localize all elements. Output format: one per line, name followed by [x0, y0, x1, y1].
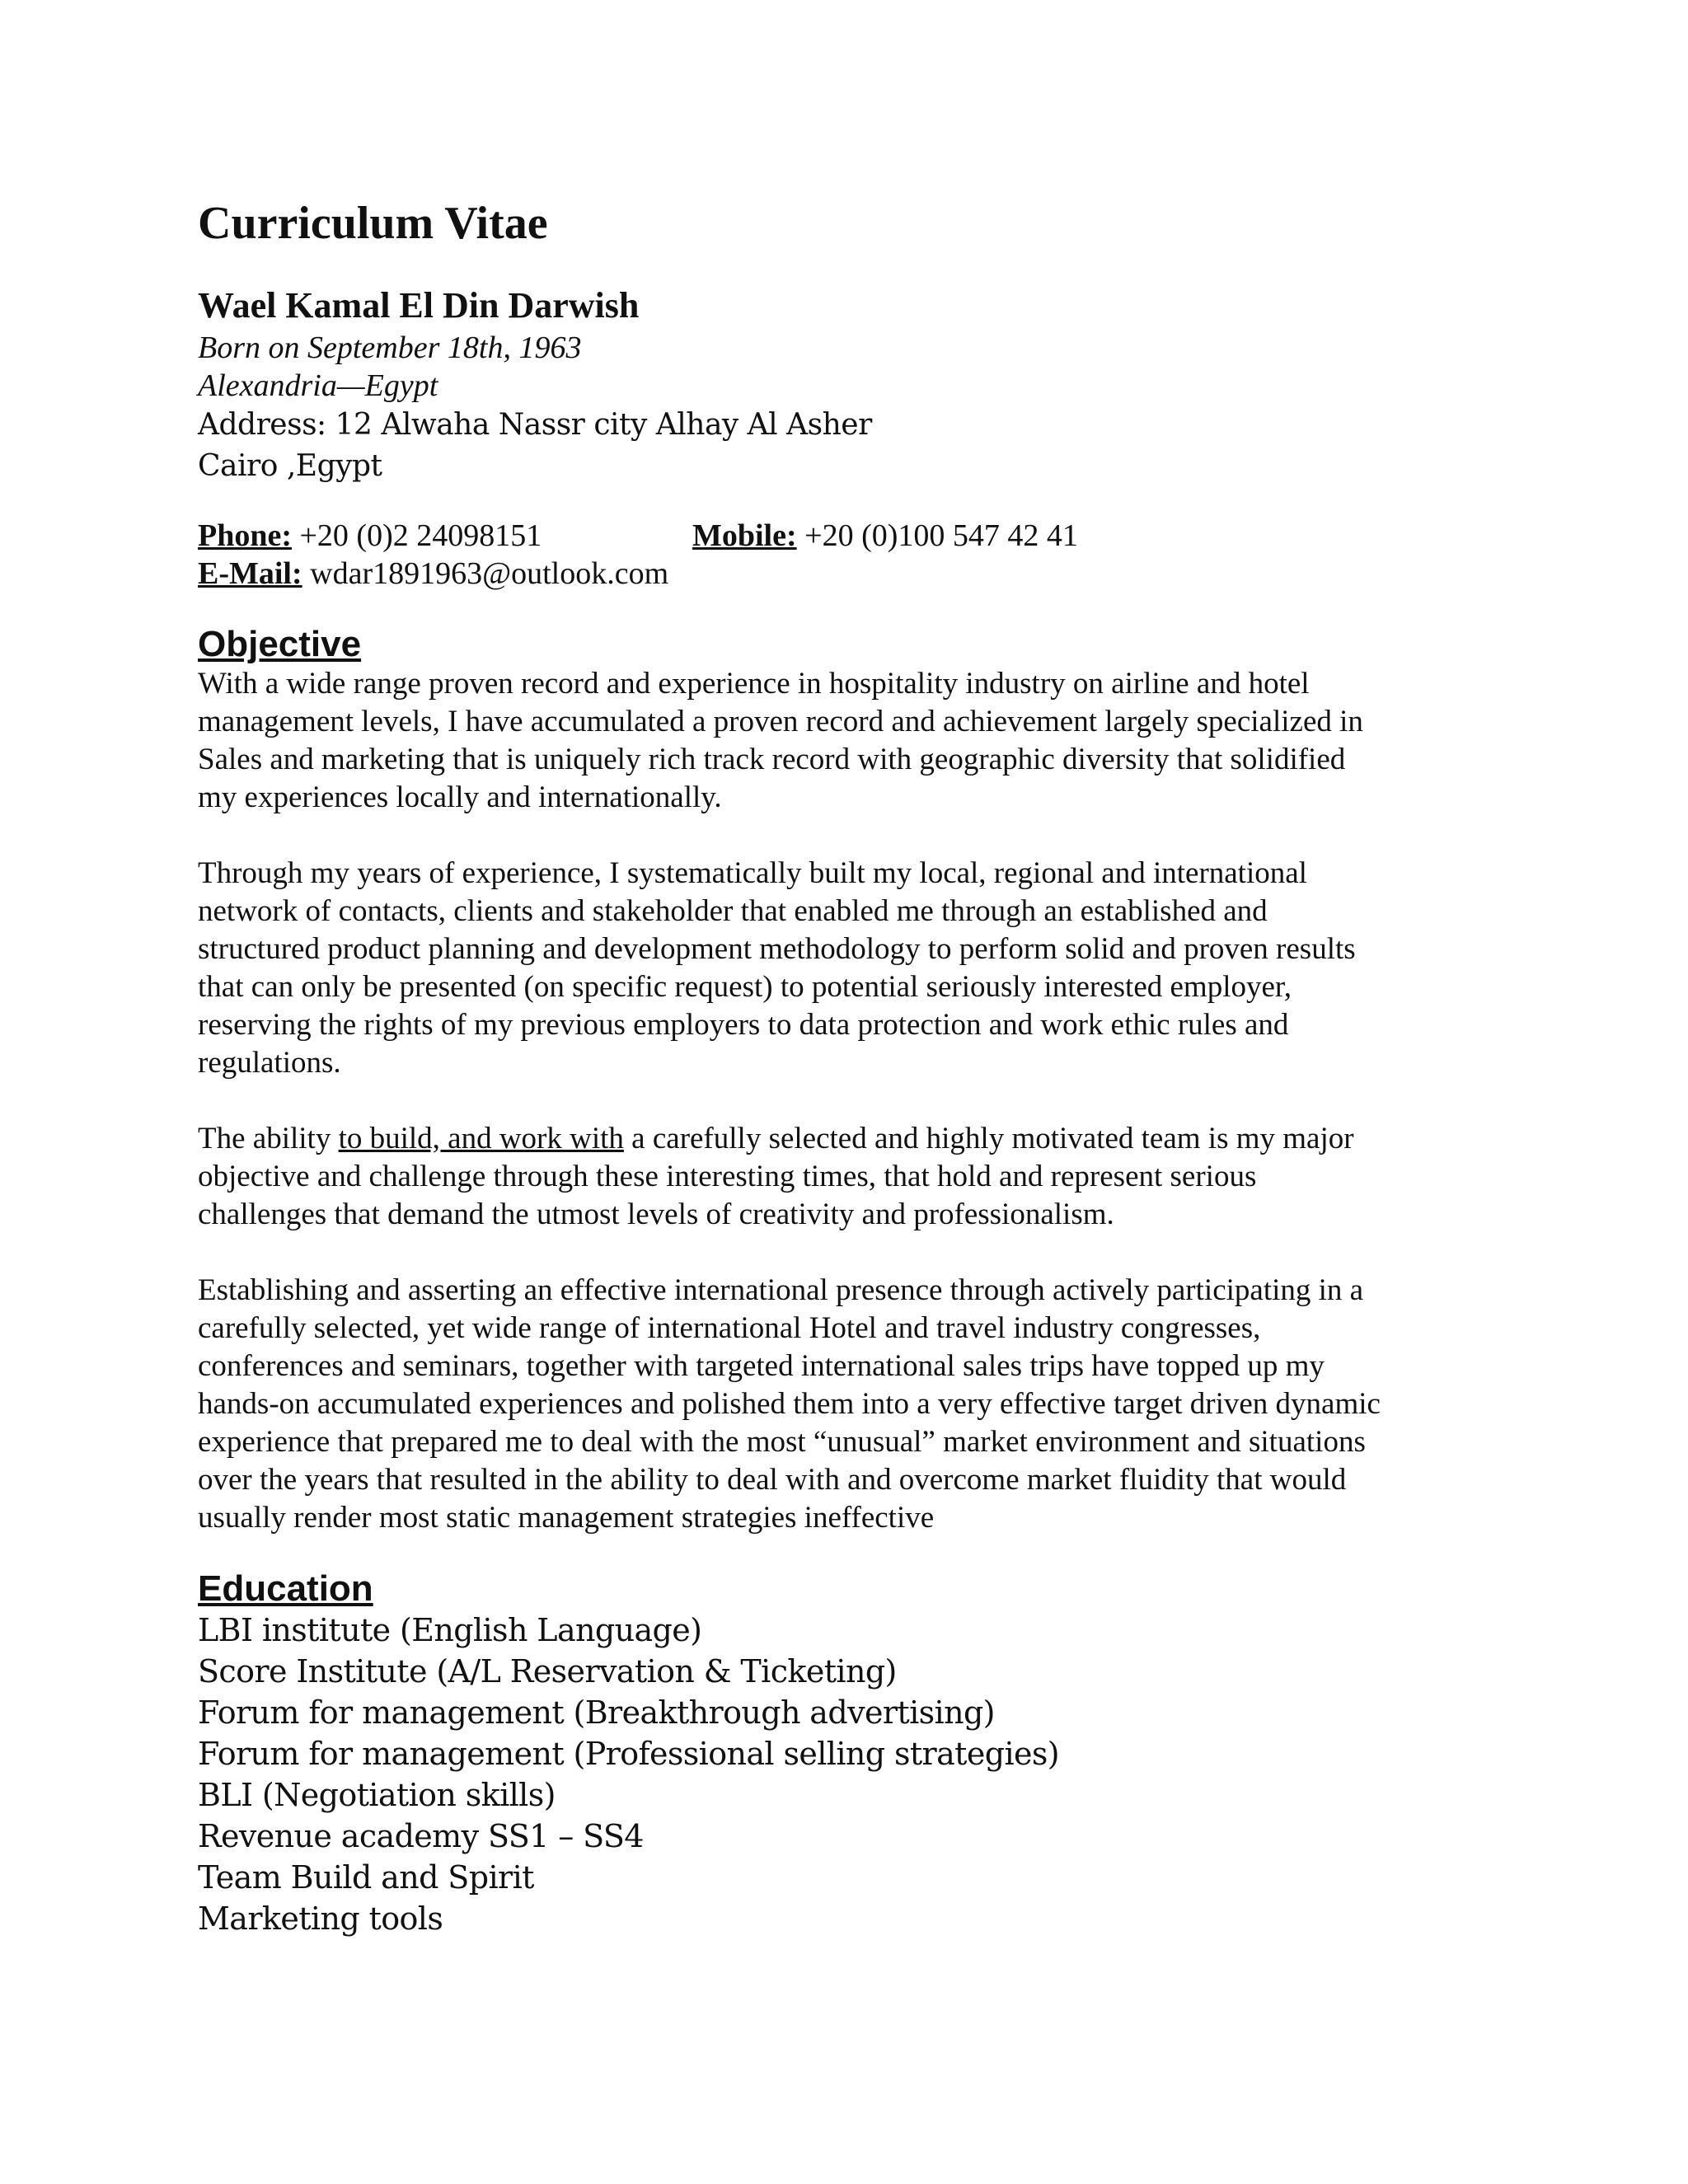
objective-paragraph-2: Through my years of experience, I systematically built my local, regional and international network of contacts, clients and stakeholder that enabled me through an established and structured product planning and development methodology to perform solid and proven results that can only be presented (on specific request) to potential seriously interested employer, reserving the rights of my previous employers to data protection and work ethic rules and regulations. [198, 856, 1356, 1080]
objective-p3-underlined: to build, and work with [338, 1122, 624, 1155]
education-item: LBI institute (English Language) [198, 1612, 702, 1648]
person-name: Wael Kamal El Din Darwish [198, 285, 640, 326]
address-line-2: Cairo ,Egypt [198, 449, 382, 483]
objective-paragraph-4: Establishing and asserting an effective international presence through actively participating in a carefully selected, yet wide range of international Hotel and travel industry congresses, conferences and seminars, together with targeted international sales trips have topped up my hands-on accumulated experiences and polished them into a very effective target driven dynamic experience that prepared me to deal with the most “unusual” market environment and situations over the years that resulted in the ability to deal with and overcome market fluidity that would usually render most static management strategies ineffective [198, 1273, 1381, 1535]
objective-p3-rest: a carefully selected and highly motivated team is my major objective and challenge through these interesting times, that hold and represent serious challenges that demand the utmost levels of creativity and professionalism. [198, 1122, 1354, 1231]
phone-entry [198, 517, 692, 555]
education-item: Score Institute (A/L Reservation & Ticketing) [198, 1653, 897, 1690]
education-item: Team Build and Spirit [198, 1859, 534, 1896]
cv-page [198, 194, 1525, 1939]
education-item: Forum for management (Breakthrough advertising) [198, 1694, 995, 1731]
document-title: Curriculum Vitae [198, 198, 548, 249]
objective-paragraph-1: With a wide range proven record and experience in hospitality industry on airline and hotel management levels, I have accumulated a proven record and achievement largely specialized in Sales and marketing that is uniquely rich track record with geographic diversity that solidified my experiences locally and internationally. [198, 667, 1363, 814]
birth-place: Alexandria—Egypt [198, 368, 438, 403]
education-item: BLI (Negotiation skills) [198, 1777, 556, 1813]
education-item: Revenue academy SS1 – SS4 [198, 1818, 644, 1854]
contact-block [198, 517, 1525, 593]
email-label: E-Mail: [198, 556, 302, 591]
email-value: wdar1891963@outlook.com [302, 556, 669, 591]
birth-date: Born on September 18th, 1963 [198, 330, 582, 365]
objective-p3-lead: The ability [198, 1122, 339, 1155]
address-line-1: Address: 12 Alwaha Nassr city Alhay Al Asher [198, 408, 872, 442]
email-entry [198, 555, 668, 593]
mobile-value: +20 (0)100 547 42 41 [796, 518, 1078, 553]
contact-row-phones [198, 517, 1525, 555]
mobile-entry [692, 517, 1078, 555]
mobile-label: Mobile: [692, 518, 797, 553]
contact-row-email [198, 555, 1525, 593]
education-item: Marketing tools [198, 1900, 443, 1937]
phone-label: Phone: [198, 518, 292, 553]
objective-heading: Objective [198, 624, 362, 664]
education-list [198, 1610, 1525, 1939]
phone-value: +20 (0)2 24098151 [292, 518, 542, 553]
education-item: Forum for management (Professional selling strategies) [198, 1736, 1060, 1772]
education-heading: Education [198, 1568, 373, 1609]
objective-paragraph-3 [198, 1120, 1525, 1234]
